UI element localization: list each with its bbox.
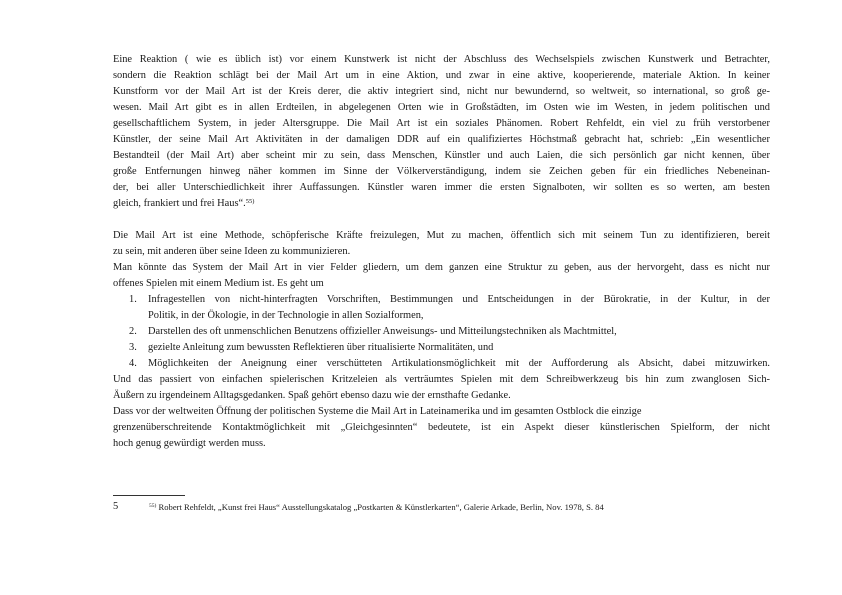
page-number: 5 [113, 501, 119, 512]
list-number: 3. [129, 342, 137, 353]
paragraph-line: grenzenüberschreitende Kontaktmöglichkeit mit „Gleichgesinnten“ bedeutete, ist ein Aspekt dieser künstlerischen Spielform, der nicht [113, 422, 770, 433]
paragraph-text: gleich, frankiert und frei Haus“. [113, 198, 246, 209]
paragraph-line: hoch genug gewürdigt werden muss. [113, 438, 266, 449]
list-item-line: Darstellen des oft unmenschlichen Benutzens offizieller Anweisungs- und Mitteilungstechniken als Machtmittel, [148, 326, 617, 337]
paragraph-line: Kunstform vor der Mail Art ist der Kreis derer, die aktiv integriert sind, nicht nur bewundernd, so weltweit, so international, so groß ge- [113, 86, 770, 97]
paragraph-line: sondern die Reaktion schlägt bei der Mail Art um in eine Aktion, und zwar in eine aktive, kooperierende, materiale Aktion. In keiner [113, 70, 770, 81]
paragraph-line: Äußern zu irgendeinem Alltagsgedanken. Spaß gehört ebenso dazu wie der ernsthafte Gedanke. [113, 390, 511, 401]
paragraph-line: gesellschaftlichem System, in jeder Altersgruppe. Die Mail Art ist ein soziales Phänomen. Robert Rehfeldt, ein viel zu früh verstorbener [113, 118, 770, 129]
list-item-line: gezielte Anleitung zum bewussten Reflektieren über ritualisierte Normalitäten, und [148, 342, 494, 353]
footnote-marker: 55) [149, 503, 157, 509]
list-number: 1. [129, 294, 137, 305]
footnote [149, 500, 604, 514]
paragraph-line: der, bei aller Unterschiedlichkeit ihrer Auffassungen. Künstler waren immer die ersten Signalboten, wir sollten es so werten, am besten [113, 182, 770, 193]
paragraph-line: Bestandteil (der Mail Art) aber scheint mir zu sein, dass Menschen, Künstler und auch Laien, die sich persönlich gar nicht kennen, über [113, 150, 770, 161]
paragraph-line: Künstler, der seine Mail Art Aktivitäten in der damaligen DDR auf ein qualifiziertes Höchstmaß gebracht hat, schrieb: „Ein wesentlicher [113, 134, 770, 145]
paragraph-line: wesen. Mail Art gibt es in allen Erdteilen, in abgelegenen Orten wie in Großstädten, im Osten wie im Westen, in jedem politischen und [113, 102, 770, 113]
paragraph-line: Die Mail Art ist eine Methode, schöpferische Kräfte freizulegen, Mut zu machen, öffentlich sich mit seinem Tun zu identifizieren, bereit [113, 230, 770, 241]
list-number: 2. [129, 326, 137, 337]
footnote-separator [113, 495, 185, 496]
paragraph-line: Dass vor der weltweiten Öffnung der politischen Systeme die Mail Art in Lateinamerika und im gesamten Ostblock die einzige [113, 406, 642, 417]
paragraph-line: große Entfernungen hinweg näher kommen im Sinne der Völkerverständigung, indem sie Zeichen geben für ein friedliches Nebeneinan- [113, 166, 770, 177]
footnote-text: Robert Rehfeldt, „Kunst frei Haus“ Ausstellungskatalog „Postkarten & Künstlerkarten“, Galerie Arkade, Berlin, Nov. 1978, S. 84 [156, 502, 604, 512]
paragraph-line: Und das passiert von einfachen spielerischen Kritzeleien als verträumtes Spielen mit dem Schreibwerkzeug bis hin zum zwanglosen Sich- [113, 374, 770, 385]
paragraph-line: Eine Reaktion ( wie es üblich ist) vor einem Kunstwerk ist nicht der Abschluss des Wechselspiels zwischen Kunstwerk und Betrachter, [113, 54, 770, 65]
list-item-line: Politik, in der Ökologie, in der Technologie in allen Sozialformen, [148, 310, 424, 321]
paragraph-line: offenes Spielen mit einem Medium ist. Es geht um [113, 278, 324, 289]
paragraph-line: Man könnte das System der Mail Art in vier Felder gliedern, um dem ganzen eine Struktur zu geben, aus der hervorgeht, dass es nicht nur [113, 262, 770, 273]
paragraph-line: zu sein, mit anderen über seine Ideen zu kommunizieren. [113, 246, 351, 257]
footnote-reference: 55) [245, 198, 255, 205]
list-number: 4. [129, 358, 137, 369]
paragraph-line-last [113, 196, 770, 212]
list-item-line: Infragestellen von nicht-hinterfragten Vorschriften, Bestimmungen und Entscheidungen in der Bürokratie, in der Kultur, in der [148, 294, 770, 305]
list-item-line: Möglichkeiten der Aneignung einer verschütteten Artikulationsmöglichkeit mit der Aufforderung als Absicht, dabei mitzuwirken. [148, 358, 770, 369]
